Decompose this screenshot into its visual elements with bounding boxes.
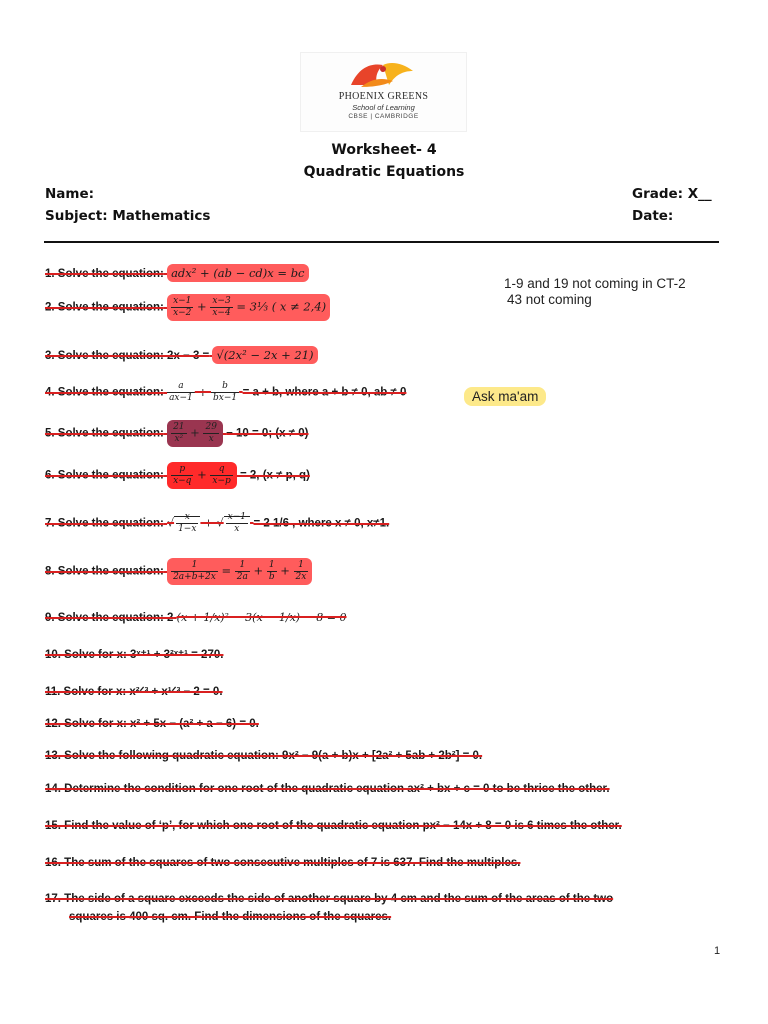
question-8-prefix: 8. Solve the equation: xyxy=(45,565,164,578)
question-7-prefix: 7. Solve the equation: xyxy=(45,517,164,530)
question-5-prefix: 5. Solve the equation: xyxy=(45,427,164,440)
worksheet-subtitle: Quadratic Equations xyxy=(303,164,465,180)
question-4-tail: = a + b, where a + b ≠ 0, ab ≠ 0 xyxy=(242,386,407,399)
question-2-math: $\frac{x-1}{x-2}$ + $\frac{x-3}{x-4}$ = 3⅓ ( x ≠ 2,4) xyxy=(167,294,330,321)
question-2-tail: = 3⅓ ( x ≠ 2,4) xyxy=(236,299,327,314)
question-17-line-2: squares is 400 sq. cm. Find the dimensions of the squares. xyxy=(69,911,392,923)
question-17-line-1: 17. The side of a square exceeds the side of another square by 4 cm and the sum of the areas of the two xyxy=(45,893,614,905)
question-17 xyxy=(45,890,705,926)
page-number: 1 xyxy=(714,945,721,957)
question-2 xyxy=(45,294,330,321)
logo-boards: CBSE | CAMBRIDGE xyxy=(348,113,419,120)
question-3-math: √(2x² − 2x + 21) xyxy=(212,346,317,364)
phoenix-logo-icon xyxy=(341,59,426,89)
question-8-math: $\frac{1}{2a+b+2x}$ = $\frac{1}{2a}$ + $\frac{1}{b}$ + $\frac{1}{2x}$ xyxy=(167,558,312,585)
question-12: 12. Solve for x: x² + 5x − (a² + a − 6) = 0. xyxy=(45,718,259,730)
question-10: 10. Solve for x: 3ˣ⁺¹ + 3²ˣ⁺¹ = 270. xyxy=(45,649,224,661)
question-1 xyxy=(45,264,309,282)
school-logo xyxy=(300,52,467,132)
question-4-prefix: 4. Solve the equation: xyxy=(45,386,164,399)
logo-school-name: PHOENIX GREENS xyxy=(338,91,429,102)
question-7-tail: = 2 1/6 , where x ≠ 0, x≠1. xyxy=(253,517,390,530)
question-16: 16. The sum of the squares of two consecutive multiples of 7 is 637. Find the multiples. xyxy=(45,857,521,869)
question-6-math: $\frac{p}{x-q}$ + $\frac{q}{x-p}$ xyxy=(167,462,237,489)
question-3 xyxy=(45,346,318,364)
question-9-prefix: 9. Solve the equation: 2 xyxy=(45,612,174,624)
worksheet-title: Worksheet- 4 xyxy=(331,142,437,158)
grade-label: Grade: X__ xyxy=(632,186,712,202)
question-6-tail: = 2, (x ≠ p, q) xyxy=(240,469,310,482)
question-3-prefix: 3. Solve the equation: 2x − 3 = xyxy=(45,350,210,362)
name-label: Name: xyxy=(45,186,95,202)
note-line-2: 43 not coming xyxy=(507,292,592,307)
logo-tagline: School of Learning xyxy=(352,103,415,112)
question-9 xyxy=(45,611,347,624)
question-1-math: adx² + (ab − cd)x = bc xyxy=(167,264,308,282)
question-7 xyxy=(45,512,389,535)
question-4-fractions: $\frac{a}{ax-1}$ + $\frac{b}{bx-1}$ xyxy=(169,381,238,403)
question-8 xyxy=(45,558,312,585)
question-6-prefix: 6. Solve the equation: xyxy=(45,469,164,482)
question-2-prefix: 2. Solve the equation: xyxy=(45,301,164,314)
question-5-tail: − 10 = 0; (x ≠ 0) xyxy=(226,427,309,440)
date-label: Date: xyxy=(632,208,674,224)
question-7-radicals: √ $\frac{x}{1-x}$ + √ $\frac{x-1}{x}$ xyxy=(167,516,253,530)
question-11: 11. Solve for x: x²ᐟ³ + x¹ᐟ³ − 2 = 0. xyxy=(45,686,223,698)
question-4 xyxy=(45,381,406,404)
question-1-prefix: 1. Solve the equation: xyxy=(45,268,164,280)
subject-label: Subject: Mathematics xyxy=(45,208,211,224)
header-divider xyxy=(44,241,719,243)
note-line-1: 1-9 and 19 not coming in CT-2 xyxy=(504,276,686,291)
question-9-math: (x + 1/x)² − 3(x − 1/x) − 8 = 0 xyxy=(176,611,347,624)
question-13: 13. Solve the following quadratic equation: 9x² − 9(a + b)x + [2a² + 5ab + 2b²] = 0. xyxy=(45,750,483,762)
ask-maam-note: Ask ma'am xyxy=(464,387,546,406)
question-6 xyxy=(45,462,310,489)
question-14: 14. Determine the condition for one root of the quadratic equation ax² + bx + c = 0 to be thrice the other. xyxy=(45,783,610,795)
question-5 xyxy=(45,420,309,447)
question-15: 15. Find the value of ‘p’, for which one root of the quadratic equation px² − 14x + 8 = 0 is 6 times the other. xyxy=(45,820,622,832)
question-5-math: $\frac{21}{\text{x²}}$ + $\frac{29}{x}$ xyxy=(167,420,223,447)
